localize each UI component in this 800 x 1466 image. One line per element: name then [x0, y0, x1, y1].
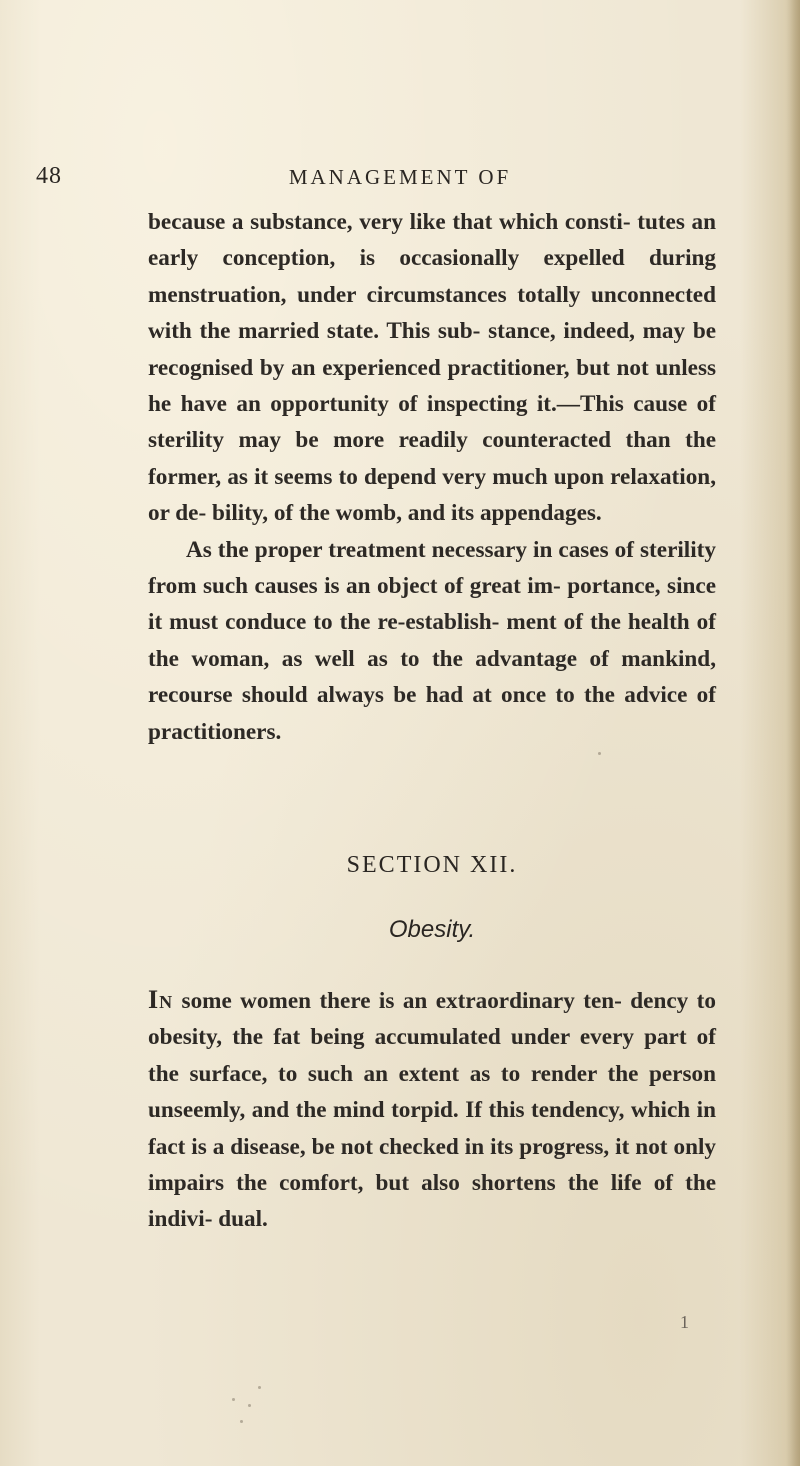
- text-line: render the person unseemly, and the mind torpid.: [148, 1060, 716, 1124]
- body-text-upper: [148, 204, 716, 750]
- text-line: comfort, but also shortens the life of the indivi-: [148, 1170, 717, 1233]
- paragraph-treatment: [148, 532, 716, 750]
- text-line: tutes an early conception, is occasionally expelled: [148, 209, 717, 272]
- paragraph-continuation: [148, 204, 716, 532]
- paper-speck: [248, 1404, 251, 1407]
- paper-speck: [240, 1420, 243, 1423]
- signature-mark: 1: [680, 1312, 689, 1332]
- text-line: checked in its progress, it not only impairs the: [148, 1133, 716, 1197]
- text-line: sterility from such causes is an object of great im-: [148, 536, 717, 600]
- page-number: 48: [36, 163, 62, 189]
- paper-speck: [232, 1398, 235, 1401]
- section-subtitle: Obesity.: [388, 916, 476, 943]
- text-line: portance, since it must conduce to the re-establish-: [148, 573, 716, 636]
- paper-speck: [258, 1386, 261, 1389]
- text-line: If this tendency, which in fact is a disease, be not: [148, 1097, 717, 1160]
- page-edge-shadow: [786, 0, 800, 1466]
- text-line: because a substance, very like that which consti-: [148, 209, 631, 235]
- text-line: seems to depend very much upon relaxation, or de-: [148, 463, 716, 527]
- paragraph-obesity: [148, 982, 716, 1238]
- body-text-lower: [148, 982, 716, 1238]
- text-line: some women there is an extraordinary ten-: [173, 988, 622, 1014]
- paper-speck: [598, 752, 601, 755]
- text-line: dual.: [218, 1206, 268, 1233]
- text-line: dency to obesity, the fat being accumulated under: [148, 988, 716, 1051]
- text-line: unconnected with the married state. This sub-: [148, 281, 716, 345]
- running-head-title: MANAGEMENT OF: [288, 165, 512, 189]
- text-line: bility, of the womb, and its appendages.: [211, 500, 602, 527]
- text-line: advantage of mankind, recourse should always be: [148, 645, 716, 709]
- text-line: had at once to the advice of practitioners.: [148, 682, 716, 745]
- text-line: stance, indeed, may be recognised by an experienced: [148, 318, 717, 381]
- opening-word: In: [148, 985, 174, 1014]
- text-line: more readily counteracted than the former, as it: [148, 427, 717, 490]
- text-line: ment of the health of the woman, as well as to the: [148, 609, 717, 672]
- text-line: of inspecting it.—This cause of sterility may be: [148, 391, 717, 454]
- text-line: As the proper treatment necessary in cases of: [186, 536, 634, 563]
- text-line: during menstruation, under circumstances totally: [148, 245, 716, 308]
- text-line: every part of the surface, to such an extent as to: [148, 1024, 716, 1087]
- text-line: practitioner, but not unless he have an opportunity: [148, 354, 716, 418]
- running-head: [30, 163, 770, 193]
- section-heading: SECTION XII.: [346, 852, 518, 878]
